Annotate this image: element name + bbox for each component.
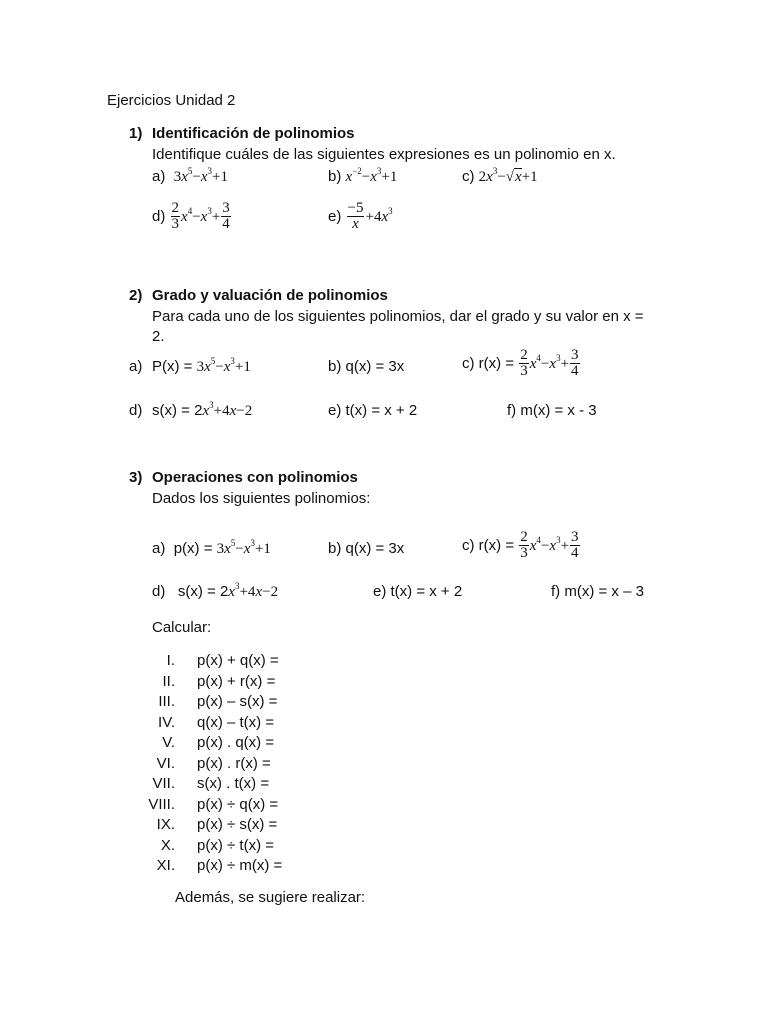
section-2-number: 2) [129,287,143,304]
operation-text: p(x) . q(x) = [197,734,275,751]
s3-item-b: b) q(x) = 3x [328,540,405,557]
section-1-heading: Identificación de polinomios [152,125,355,142]
s1-item-e: e) $\frac{-5}{x}$ $+4x^3$ [328,200,393,232]
operation-item [145,693,277,711]
s2-item-d: $s(x) = 2x^3+4x-2$ [152,400,253,419]
s3-item-f: f) m(x) = x – 3 [551,583,644,600]
operation-item [145,714,274,732]
additional-note: Además, se sugiere realizar: [175,889,366,906]
s3-item-a: a) $p(x) = 3x^5-x^3+1$ [152,538,271,557]
operation-item [145,755,271,773]
section-2-heading: Grado y valuación de polinomios [152,287,388,304]
s2-item-b: b) q(x) = 3x [328,358,405,375]
s3-item-e: e) t(x) = x + 2 [373,583,463,600]
operation-number: II. [162,672,175,690]
s2-item-a-marker: a) [129,358,143,375]
s3-item-c: c) r(x) = $\frac{2}{3}$ $x^4-x^3+$ $\frac{3}{4}$ [462,529,579,561]
operation-text: p(x) + q(x) = [197,652,279,669]
operation-number: IX. [156,816,175,833]
operation-item [145,837,274,855]
operation-item [145,673,275,691]
section-2-description-line2: 2. [152,328,165,345]
operation-number: VII. [152,775,175,792]
s2-item-c: c) r(x) = $\frac{2}{3}$ $x^4-x^3+$ $\frac{3}{4}$ [462,347,579,379]
calculate-label: Calcular: [152,619,212,636]
section-1-description: Identifique cuáles de las siguientes expresiones es un polinomio en x. [152,146,616,163]
operation-number: III. [158,693,175,710]
document-title: Ejercicios Unidad 2 [107,92,236,109]
operation-item [145,796,278,814]
s3-item-d: d) $s(x) = 2x^3+4x-2$ [152,581,279,600]
section-3-number: 3) [129,469,143,486]
operation-number: X. [160,836,175,854]
operation-text: p(x) ÷ m(x) = [197,857,283,874]
operation-text: p(x) + r(x) = [197,672,276,690]
section-1-number: 1) [129,125,143,142]
operation-number: VIII. [148,795,175,813]
operation-text: q(x) – t(x) = [197,713,275,731]
operation-text: p(x) ÷ q(x) = [197,795,279,813]
operation-number: I. [166,652,175,669]
operation-item [145,857,282,875]
operation-number: VI. [156,754,175,772]
operation-item [145,816,277,834]
s2-item-e: e) t(x) = x + 2 [328,402,418,419]
operation-text: p(x) – s(x) = [197,693,278,710]
operation-item [145,734,274,752]
s2-item-a: $P(x) = 3x^5-x^3+1$ [152,356,251,375]
s2-item-f: f) m(x) = x - 3 [507,402,597,419]
operation-number: V. [162,734,175,751]
operation-text: p(x) ÷ s(x) = [197,816,278,833]
s1-item-d: d) $\frac{2}{3}$ $x^4-x^3+$ $\frac{3}{4}$ [152,200,230,232]
s2-item-d-marker: d) [129,402,143,419]
operation-text: p(x) . r(x) = [197,754,271,772]
operation-text: s(x) . t(x) = [197,775,270,792]
operation-item [145,652,279,670]
s1-item-b: b) $x^{-2}-x^3+1$ [328,166,398,185]
operation-number: IV. [158,713,175,731]
section-2-description-line1: Para cada uno de los siguientes polinomios, dar el grado y su valor en x = [152,308,644,325]
section-3-description: Dados los siguientes polinomios: [152,490,371,507]
s1-item-c: c) $2x^3-√x+1$ [462,166,538,185]
section-3-heading: Operaciones con polinomios [152,469,358,486]
s1-item-a: a) $3x^5-x^3+1$ [152,166,228,185]
operation-item [145,775,269,793]
operation-number: XI. [156,857,175,874]
operation-text: p(x) ÷ t(x) = [197,836,274,854]
